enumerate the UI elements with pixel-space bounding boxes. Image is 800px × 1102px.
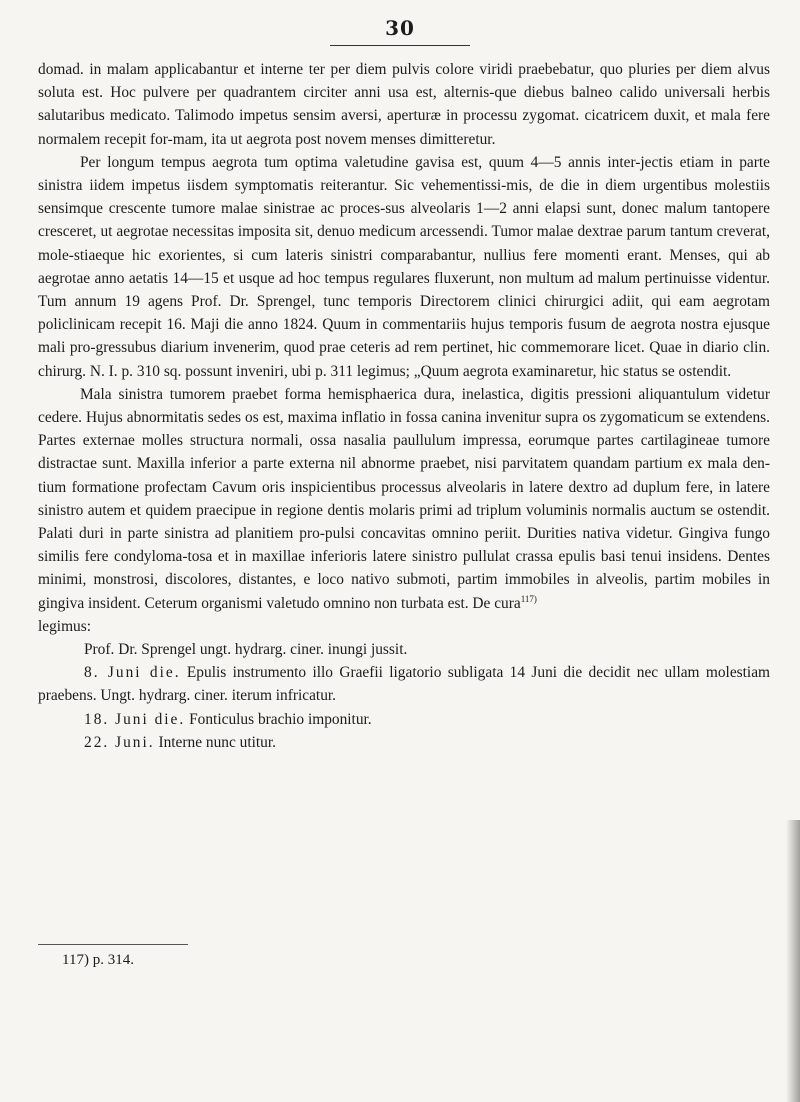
header-rule bbox=[330, 45, 470, 46]
diary-entry-4 bbox=[38, 731, 770, 754]
paragraph-3-text: Mala sinistra tumorem praebet forma hemisphaerica dura, inelastica, digitis pressioni aliquantulum videtur cedere. Hujus abnormitatis sedes os est, maxima inflatio in fossa canina invenitur supra os zygomaticum se extendens. Partes externae molles structura normali, ossa nasalia paullulum impressa, eorumque partes cartilagineae tumore distractae sunt. Maxilla inferior a parte externa nil abnorme praebet, nisi parvitatem quandam partium ex mala den-tium formatione profectam Cavum oris inspicientibus processus alveolaris in latere dextro ad duplum fere, in latere sinistro autem et quidem praecipue in regione dentis molaris primi ad triplum voluminis normalis auctum se ostendit. Palati duri in parte sinistra ad planitiem pro-pulsi concavitas omnino periit. Durities nativa videtur. Gingiva fungo similis fere condyloma-tosa et in maxillae inferioris latere sinistro pullulat crassa epulis basi tenui insidens. Dentes minimi, monstrosi, discolores, distantes, e loco nativo submoti, partim immobiles in alveolis, partim mobiles in gingiva insident. Ceterum organismi valetudo omnino non turbata est. De cura bbox=[38, 385, 770, 612]
page-edge-shadow bbox=[786, 820, 800, 1102]
paragraph-2: Per longum tempus aegrota tum optima valetudine gavisa est, quum 4—5 annis inter-jectis etiam in parte sinistra iidem impetus iisdem symptomatis reiterantur. Sic vehementissi-mis, de die in diem urgentibus molestiis sensimque crescente tumore malae sinistrae ac proces-sus alveolaris 1—2 anni elapsi sunt, donec malum tantopere cresceret, ut aegrotae necessitas imposita sit, denuo medicum arcessendi. Tumor malae dextrae parum tantum creverat, mole-stiaeque hic exorientes, si cum lateris sinistri comparabantur, nullius fere momenti erant. Menses, qui ab aegrotae anno aetatis 14—15 et usque ad hoc tempus regulares fluxerunt, non multum ad malum pertinuisse videntur. Tum annum 19 agens Prof. Dr. Sprengel, tunc temporis Directorem clinici chirurgici adiit, qui eam aegrotam policlinicam recepit 16. Maji die anno 1824. Quum in commentariis hujus temporis fusum de aegrota nostra ejusque mali pro-gressubus diarium invenerim, quod prae ceteris ad rem pertinet, hic commemorare licet. Quae in diario clin. chirurg. N. I. p. 310 sq. possunt inveniri, ubi p. 311 legimus; „Quum aegrota examinaretur, hic status se ostendit. bbox=[38, 153, 770, 380]
footnote-reference: 117) bbox=[520, 593, 537, 604]
diary-entry-text: Epulis instrumento illo Graefii ligatorio subligata 14 Juni die decidit nec ullam molestiam praebens. Ungt. hydrarg. ciner. iterum infricatur. bbox=[38, 664, 770, 705]
diary-entry-text: Prof. Dr. Sprengel ungt. hydrarg. ciner. inungi jussit. bbox=[84, 641, 408, 659]
diary-entry-date: 8. Juni die. bbox=[84, 664, 181, 682]
footnote-rule bbox=[38, 944, 188, 945]
paragraph-4: legimus: bbox=[38, 617, 92, 635]
diary-entry-text: Fonticulus brachio imponitur. bbox=[189, 710, 372, 728]
diary-entry-1 bbox=[38, 638, 770, 661]
paragraph-1: domad. in malam applicabantur et interne ter per diem pulvis colore viridi praebebatur, quo pluries per diem alvus soluta est. Hoc pulvere per quadrantem circiter anni usa est, alternis-que diebus balneo calido universali herbis salutaribus medicato. Talimodo impetus sensim aversi, aperturæ in processu zygomat. cicatricem duxit, et mala fere normalem recepit for-mam, ita ut aegrota post novem menses dimitteretur. bbox=[38, 61, 770, 148]
diary-entry-date: 18. Juni die. bbox=[84, 710, 186, 728]
paragraph-3 bbox=[38, 383, 770, 615]
footnote bbox=[62, 952, 134, 969]
diary-entry-date: 22. Juni. bbox=[84, 733, 155, 751]
diary-entry-3 bbox=[38, 708, 770, 731]
page-number: 30 bbox=[385, 16, 415, 40]
footnote-number: 117) bbox=[62, 952, 89, 968]
diary-entry-2 bbox=[38, 661, 770, 707]
body-text bbox=[38, 58, 770, 754]
footnote-text: p. 314. bbox=[92, 952, 134, 968]
diary-entry-text: Interne nunc utitur. bbox=[158, 733, 276, 751]
